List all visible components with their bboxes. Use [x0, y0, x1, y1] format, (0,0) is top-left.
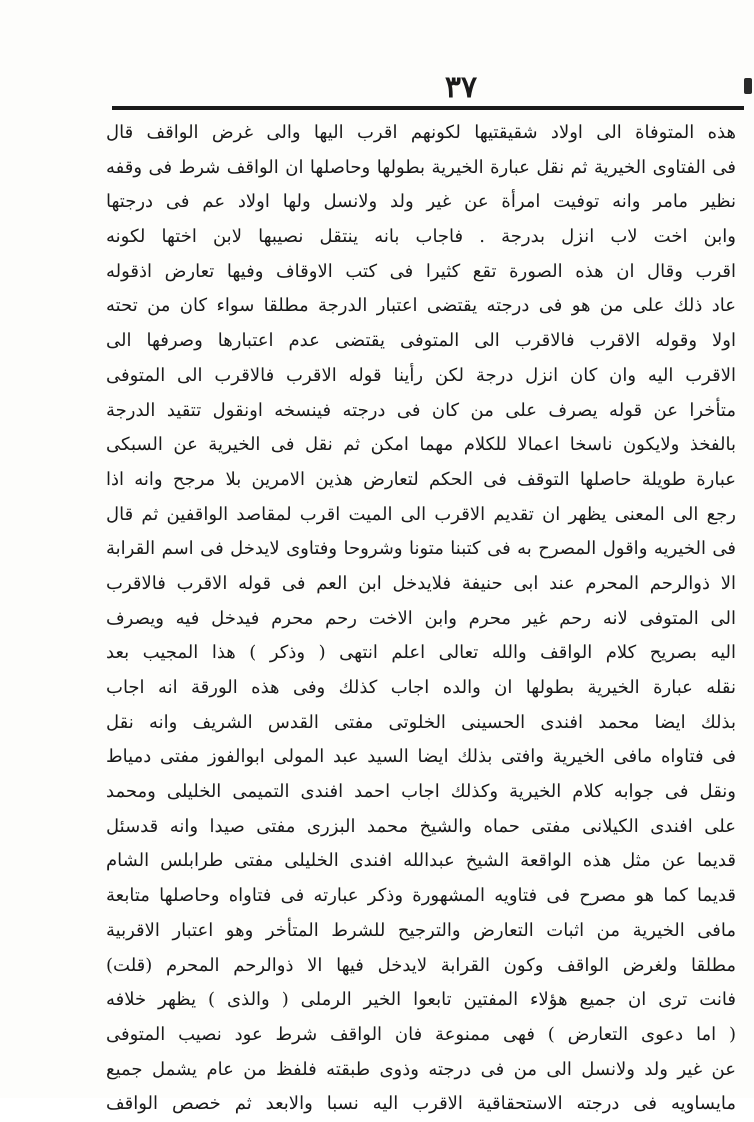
text-line: نظير مامر وانه توفيت امرأة عن غير ولد ولانسل ولها اولاد عم فى درجتها [106, 191, 736, 213]
text-line: متأخرا عن قوله يصرف على من كان فى درجته فينسخه اونقول تتقيد الدرجة [106, 399, 736, 421]
page-number: ٣٧ [444, 70, 478, 105]
text-line: وابن اخت لاب انزل بدرجة . فاجاب بانه ينتقل نصيبها لابن اختها لكونه [106, 226, 736, 248]
text-line: اليه بصريح كلام الواقف والله تعالى اعلم انتهى ( وذكر ) هذا المجيب بعد [106, 642, 736, 664]
text-line: على افندى الكيلانى مفتى حماه والشيخ محمد البزرى مفتى صيدا وانه قدسئل [106, 815, 736, 837]
text-line: ونقل فى جوابه كلام الخيرية وكذلك اجاب احمد افندى التميمى الخليلى ومحمد [106, 781, 736, 803]
text-line: بالفخذ ولايكون ناسخا اعمالا للكلام مهما امكن ثم نقل فى الخيرية عن السبكى [106, 434, 736, 456]
text-line: عن غير ولد ولانسل الى من فى درجته وذوى طبقته فلفظ من عام يشمل جميع [106, 1058, 736, 1080]
text-line: بذلك ايضا محمد افندى الحسينى الخلوتى مفتى القدس الشريف وانه نقل [106, 711, 736, 733]
text-line: قديما كما هو مصرح فى فتاويه المشهورة وذكر عبارته فى فتاواه وحاصلها متابعة [106, 885, 736, 907]
text-line: ( اما دعوى التعارض ) فهى ممنوعة فان الواقف شرط عود نصيب المتوفى [106, 1023, 736, 1045]
page-edge-mark [744, 78, 752, 94]
text-line: فى الخيريه واقول المصرح به فى كتبنا متونا وشروحا وفتاوى لايدخل فى اسم القرابة [106, 538, 736, 560]
text-line: الاقرب اليه وان كان انزل درجة لكن رأينا قوله الاقرب فالاقرب الى المتوفى [106, 364, 736, 386]
text-line: هذه المتوفاة الى اولاد شقيقتيها لكونهم اقرب اليها والى غرض الواقف قال [106, 122, 736, 143]
text-line: اقرب وقال ان هذه الصورة تقع كثيرا فى كتب الاوقاف وفيها تعارض اذقوله [106, 260, 736, 282]
text-line: فى الفتاوى الخيرية ثم نقل عبارة الخيرية بطولها وحاصلها ان الواقف شرط فى وقفه [106, 156, 736, 178]
text-line: عاد ذلك على من هو فى درجته يقتضى اعتبار الدرجة مطلقا سواء كان من تحته [106, 295, 736, 317]
text-line: اولا وقوله الاقرب فالاقرب الى المتوفى يقتضى عدم اعتبارها وصرفها الى [106, 330, 736, 352]
body-text [106, 116, 736, 1115]
text-line: الى المتوفى لانه رحم غير محرم وابن الاخت رحم محرم فيدخل فيه ويصرف [106, 607, 736, 629]
text-line: فى فتاواه مافى الخيرية وافتى بذلك ايضا السيد عبد المولى ابوالفوز مفتى دمياط [106, 746, 736, 768]
text-line: مايساويه فى درجته الاستحقاقية الاقرب اليه نسبا والابعد ثم خصص الواقف [106, 1093, 736, 1115]
text-line: مافى الخيرية من اثبات التعارض والترجيح للشرط المتأخر وهو اعتبار الاقربية [106, 919, 736, 941]
text-line: الا ذوالرحم المحرم عند ابى حنيفة فلايدخل ابن العم فى قوله الاقرب فالاقرب [106, 572, 736, 594]
header-rule [112, 106, 744, 110]
text-line: رجع الى المعنى يظهر ان تقديم الاقرب الى الميت اقرب لمقاصد الواقفين ثم قال [106, 503, 736, 525]
text-line: مطلقا ولغرض الواقف وكون القرابة لايدخل فيها الا ذوالرحم المحرم (قلت) [106, 954, 736, 976]
text-line: نقله عبارة الخيرية بطولها ان والده اجاب كذلك وفى هذه الورقة انه اجاب [106, 677, 736, 698]
text-line: عبارة طويلة حاصلها التوقف فى الحكم لتعارض هذين الامرين بلا مرجح وانه اذا [106, 468, 736, 490]
text-line: قديما عن مثل هذه الواقعة الشيخ عبدالله افندى الخليلى مفتى طرابلس الشام [106, 850, 736, 872]
text-line: فانت ترى ان جميع هؤلاء المفتين تابعوا الخير الرملى ( والذى ) يظهر خلافه [106, 989, 736, 1011]
